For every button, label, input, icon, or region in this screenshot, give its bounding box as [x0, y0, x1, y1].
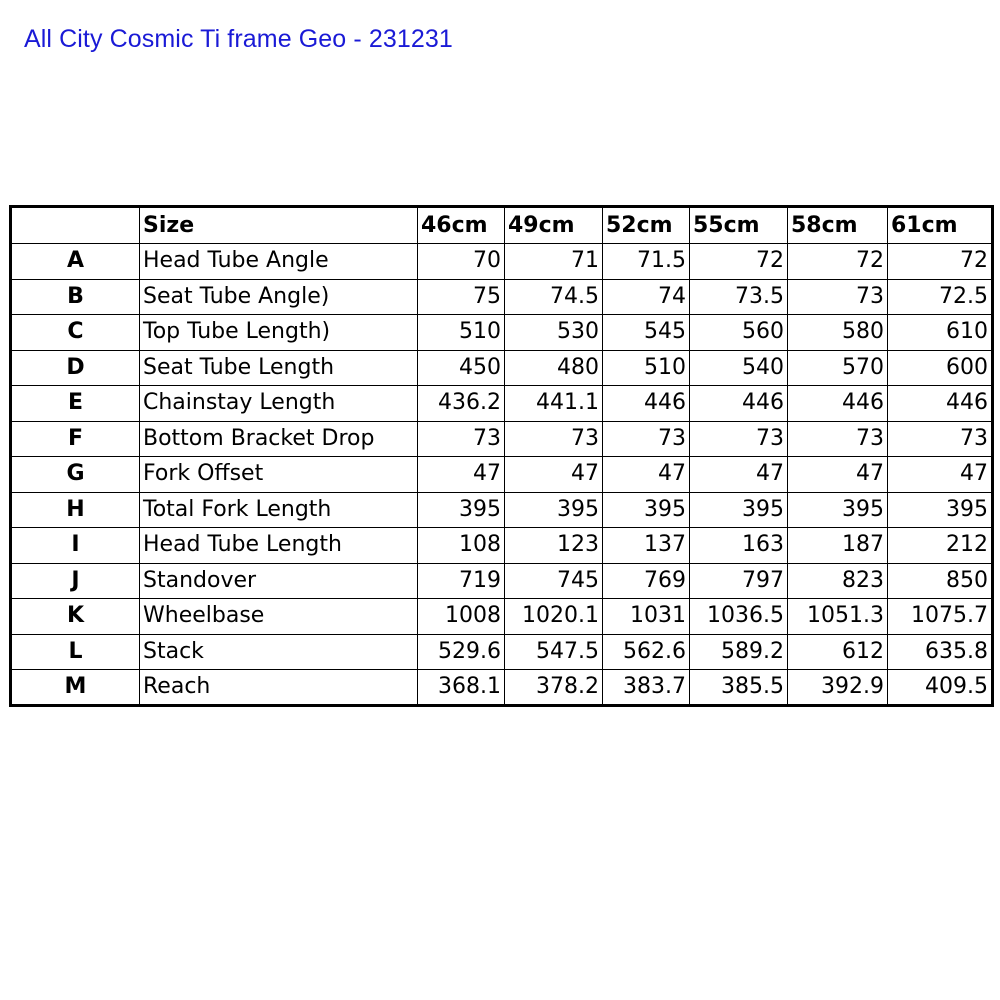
- value-cell: 1031: [603, 599, 690, 635]
- row-parameter-name: Total Fork Length: [140, 492, 418, 528]
- table-row: [11, 457, 993, 493]
- value-cell: 635.8: [888, 634, 993, 670]
- table-row: [11, 528, 993, 564]
- value-cell: 1008: [418, 599, 505, 635]
- row-letter: D: [11, 350, 140, 386]
- value-cell: 395: [888, 492, 993, 528]
- value-cell: 530: [505, 315, 603, 351]
- value-cell: 73: [603, 421, 690, 457]
- value-cell: 378.2: [505, 670, 603, 706]
- value-cell: 73.5: [690, 279, 788, 315]
- value-cell: 823: [788, 563, 888, 599]
- table-row: [11, 386, 993, 422]
- value-cell: 108: [418, 528, 505, 564]
- value-cell: 72: [788, 244, 888, 280]
- value-cell: 1075.7: [888, 599, 993, 635]
- value-cell: 560: [690, 315, 788, 351]
- document-title: All City Cosmic Ti frame Geo - 231231: [24, 25, 453, 53]
- table-row: [11, 599, 993, 635]
- row-parameter-name: Bottom Bracket Drop: [140, 421, 418, 457]
- value-cell: 395: [690, 492, 788, 528]
- value-cell: 73: [788, 279, 888, 315]
- table-row: [11, 634, 993, 670]
- value-cell: 75: [418, 279, 505, 315]
- row-letter: E: [11, 386, 140, 422]
- geometry-table: [9, 205, 994, 707]
- value-cell: 395: [788, 492, 888, 528]
- row-letter: I: [11, 528, 140, 564]
- value-cell: 385.5: [690, 670, 788, 706]
- row-parameter-name: Wheelbase: [140, 599, 418, 635]
- value-cell: 368.1: [418, 670, 505, 706]
- value-cell: 745: [505, 563, 603, 599]
- value-cell: 47: [418, 457, 505, 493]
- value-cell: 480: [505, 350, 603, 386]
- value-cell: 74.5: [505, 279, 603, 315]
- value-cell: 510: [418, 315, 505, 351]
- table-row: [11, 421, 993, 457]
- size-header-58cm: 58cm: [788, 207, 888, 244]
- value-cell: 163: [690, 528, 788, 564]
- value-cell: 570: [788, 350, 888, 386]
- value-cell: 395: [505, 492, 603, 528]
- value-cell: 510: [603, 350, 690, 386]
- table-row: [11, 315, 993, 351]
- table-row: [11, 492, 993, 528]
- value-cell: 74: [603, 279, 690, 315]
- value-cell: 436.2: [418, 386, 505, 422]
- row-parameter-name: Head Tube Angle: [140, 244, 418, 280]
- size-header-46cm: 46cm: [418, 207, 505, 244]
- value-cell: 395: [603, 492, 690, 528]
- size-header: Size: [140, 207, 418, 244]
- value-cell: 70: [418, 244, 505, 280]
- value-cell: 589.2: [690, 634, 788, 670]
- row-letter: L: [11, 634, 140, 670]
- value-cell: 797: [690, 563, 788, 599]
- row-parameter-name: Reach: [140, 670, 418, 706]
- value-cell: 1036.5: [690, 599, 788, 635]
- value-cell: 72.5: [888, 279, 993, 315]
- value-cell: 610: [888, 315, 993, 351]
- value-cell: 137: [603, 528, 690, 564]
- value-cell: 212: [888, 528, 993, 564]
- value-cell: 719: [418, 563, 505, 599]
- value-cell: 450: [418, 350, 505, 386]
- value-cell: 73: [788, 421, 888, 457]
- value-cell: 409.5: [888, 670, 993, 706]
- value-cell: 600: [888, 350, 993, 386]
- row-parameter-name: Standover: [140, 563, 418, 599]
- table-row: [11, 563, 993, 599]
- row-parameter-name: Top Tube Length): [140, 315, 418, 351]
- table-row: [11, 350, 993, 386]
- value-cell: 73: [888, 421, 993, 457]
- table-header-row: [11, 207, 993, 244]
- value-cell: 529.6: [418, 634, 505, 670]
- size-header-49cm: 49cm: [505, 207, 603, 244]
- table-row: [11, 279, 993, 315]
- value-cell: 73: [690, 421, 788, 457]
- row-letter: M: [11, 670, 140, 706]
- table-row: [11, 244, 993, 280]
- value-cell: 1020.1: [505, 599, 603, 635]
- row-letter: A: [11, 244, 140, 280]
- value-cell: 47: [690, 457, 788, 493]
- value-cell: 47: [505, 457, 603, 493]
- value-cell: 383.7: [603, 670, 690, 706]
- value-cell: 187: [788, 528, 888, 564]
- row-parameter-name: Chainstay Length: [140, 386, 418, 422]
- size-header-55cm: 55cm: [690, 207, 788, 244]
- value-cell: 540: [690, 350, 788, 386]
- value-cell: 395: [418, 492, 505, 528]
- value-cell: 123: [505, 528, 603, 564]
- row-letter: F: [11, 421, 140, 457]
- value-cell: 580: [788, 315, 888, 351]
- row-parameter-name: Stack: [140, 634, 418, 670]
- value-cell: 446: [788, 386, 888, 422]
- value-cell: 547.5: [505, 634, 603, 670]
- size-header-52cm: 52cm: [603, 207, 690, 244]
- row-parameter-name: Seat Tube Angle): [140, 279, 418, 315]
- value-cell: 47: [603, 457, 690, 493]
- value-cell: 545: [603, 315, 690, 351]
- value-cell: 47: [888, 457, 993, 493]
- value-cell: 446: [888, 386, 993, 422]
- row-parameter-name: Fork Offset: [140, 457, 418, 493]
- table-body: [11, 244, 993, 706]
- corner-header-cell: [11, 207, 140, 244]
- row-letter: K: [11, 599, 140, 635]
- value-cell: 73: [418, 421, 505, 457]
- value-cell: 850: [888, 563, 993, 599]
- row-letter: J: [11, 563, 140, 599]
- value-cell: 71: [505, 244, 603, 280]
- value-cell: 562.6: [603, 634, 690, 670]
- value-cell: 71.5: [603, 244, 690, 280]
- row-letter: C: [11, 315, 140, 351]
- value-cell: 769: [603, 563, 690, 599]
- value-cell: 72: [888, 244, 993, 280]
- value-cell: 47: [788, 457, 888, 493]
- size-header-61cm: 61cm: [888, 207, 993, 244]
- value-cell: 441.1: [505, 386, 603, 422]
- value-cell: 72: [690, 244, 788, 280]
- value-cell: 392.9: [788, 670, 888, 706]
- value-cell: 446: [603, 386, 690, 422]
- row-letter: H: [11, 492, 140, 528]
- value-cell: 612: [788, 634, 888, 670]
- table-row: [11, 670, 993, 706]
- value-cell: 1051.3: [788, 599, 888, 635]
- row-letter: B: [11, 279, 140, 315]
- row-parameter-name: Seat Tube Length: [140, 350, 418, 386]
- value-cell: 73: [505, 421, 603, 457]
- row-letter: G: [11, 457, 140, 493]
- row-parameter-name: Head Tube Length: [140, 528, 418, 564]
- value-cell: 446: [690, 386, 788, 422]
